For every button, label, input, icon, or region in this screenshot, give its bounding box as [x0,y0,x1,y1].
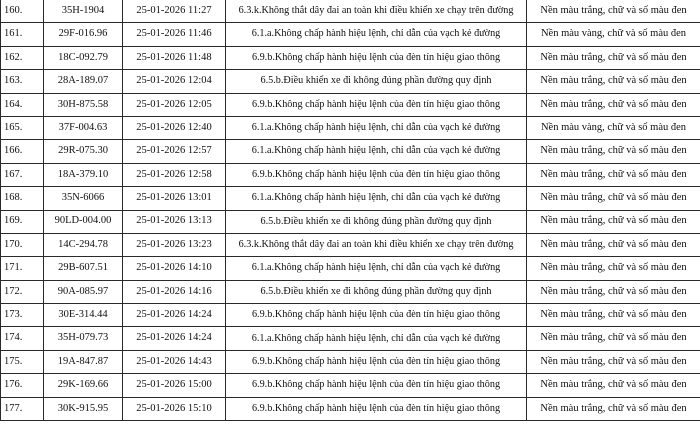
table-row [1,93,700,116]
violation-description: 6.3.k.Không thắt dây đai an toàn khi điều khiển xe chạy trên đường [226,233,527,256]
license-plate: 35H-1904 [44,0,123,23]
license-plate: 30H-875.58 [44,93,123,116]
violation-description: 6.9.b.Không chấp hành hiệu lệnh của đèn tín hiệu giao thông [226,163,527,186]
violation-description: 6.1.a.Không chấp hành hiệu lệnh, chỉ dẫn của vạch kẻ đường [226,116,527,139]
table-row [1,233,700,256]
violation-description: 6.9.b.Không chấp hành hiệu lệnh của đèn tín hiệu giao thông [226,374,527,397]
violation-description: 6.5.b.Điều khiển xe đi không đúng phần đường quy định [226,280,527,303]
violation-time: 25-01-2026 14:24 [123,327,226,350]
table-row [1,23,700,46]
violation-time: 25-01-2026 13:13 [123,210,226,233]
license-plate: 35H-079.73 [44,327,123,350]
plate-color: Nền màu trắng, chữ và số màu đen [527,374,700,397]
plate-color: Nền màu trắng, chữ và số màu đen [527,397,700,420]
violation-description: 6.5.b.Điều khiển xe đi không đúng phần đường quy định [226,210,527,233]
table-row [1,350,700,373]
plate-color: Nền màu trắng, chữ và số màu đen [527,280,700,303]
license-plate: 29F-016.96 [44,23,123,46]
license-plate: 18C-092.79 [44,46,123,69]
violation-time: 25-01-2026 12:58 [123,163,226,186]
violation-description: 6.1.a.Không chấp hành hiệu lệnh, chỉ dẫn của vạch kẻ đường [226,327,527,350]
table-row [1,327,700,350]
row-number: 176. [1,374,44,397]
violation-time: 25-01-2026 11:46 [123,23,226,46]
violation-time: 25-01-2026 15:00 [123,374,226,397]
plate-color: Nền màu trắng, chữ và số màu đen [527,233,700,256]
table-row [1,187,700,210]
plate-color: Nền màu trắng, chữ và số màu đen [527,70,700,93]
license-plate: 29K-169.66 [44,374,123,397]
violation-description: 6.1.a.Không chấp hành hiệu lệnh, chỉ dẫn của vạch kẻ đường [226,257,527,280]
violations-table-body [1,0,700,421]
violation-time: 25-01-2026 11:48 [123,46,226,69]
plate-color: Nền màu trắng, chữ và số màu đen [527,163,700,186]
table-row [1,397,700,420]
row-number: 177. [1,397,44,420]
row-number: 173. [1,304,44,327]
plate-color: Nền màu trắng, chữ và số màu đen [527,327,700,350]
row-number: 162. [1,46,44,69]
row-number: 161. [1,23,44,46]
plate-color: Nền màu trắng, chữ và số màu đen [527,0,700,23]
row-number: 169. [1,210,44,233]
license-plate: 30K-915.95 [44,397,123,420]
table-row [1,0,700,23]
row-number: 171. [1,257,44,280]
table-row [1,304,700,327]
violation-time: 25-01-2026 13:01 [123,187,226,210]
violation-description: 6.9.b.Không chấp hành hiệu lệnh của đèn tín hiệu giao thông [226,350,527,373]
table-row [1,163,700,186]
license-plate: 30E-314.44 [44,304,123,327]
violation-time: 25-01-2026 12:57 [123,140,226,163]
plate-color: Nền màu trắng, chữ và số màu đen [527,187,700,210]
violation-description: 6.9.b.Không chấp hành hiệu lệnh của đèn tín hiệu giao thông [226,397,527,420]
plate-color: Nền màu vàng, chữ và số màu đen [527,116,700,139]
row-number: 170. [1,233,44,256]
license-plate: 28A-189.07 [44,70,123,93]
plate-color: Nền màu trắng, chữ và số màu đen [527,46,700,69]
table-row [1,280,700,303]
row-number: 160. [1,0,44,23]
row-number: 167. [1,163,44,186]
violation-time: 25-01-2026 14:24 [123,304,226,327]
plate-color: Nền màu trắng, chữ và số màu đen [527,257,700,280]
row-number: 163. [1,70,44,93]
violation-time: 25-01-2026 14:43 [123,350,226,373]
plate-color: Nền màu trắng, chữ và số màu đen [527,93,700,116]
row-number: 175. [1,350,44,373]
plate-color: Nền màu trắng, chữ và số màu đen [527,304,700,327]
violation-description: 6.9.b.Không chấp hành hiệu lệnh của đèn tín hiệu giao thông [226,93,527,116]
plate-color: Nền màu trắng, chữ và số màu đen [527,140,700,163]
violation-time: 25-01-2026 11:27 [123,0,226,23]
violation-description: 6.9.b.Không chấp hành hiệu lệnh của đèn tín hiệu giao thông [226,304,527,327]
license-plate: 19A-847.87 [44,350,123,373]
violation-description: 6.1.a.Không chấp hành hiệu lệnh, chỉ dẫn của vạch kẻ đường [226,140,527,163]
license-plate: 18A-379.10 [44,163,123,186]
row-number: 164. [1,93,44,116]
license-plate: 29B-607.51 [44,257,123,280]
table-row [1,210,700,233]
table-row [1,374,700,397]
violation-description: 6.1.a.Không chấp hành hiệu lệnh, chỉ dẫn của vạch kẻ đường [226,187,527,210]
violation-time: 25-01-2026 12:04 [123,70,226,93]
violation-description: 6.1.a.Không chấp hành hiệu lệnh, chỉ dẫn của vạch kẻ đường [226,23,527,46]
table-row [1,140,700,163]
table-row [1,70,700,93]
violation-description: 6.3.k.Không thắt dây đai an toàn khi điều khiển xe chạy trên đường [226,0,527,23]
license-plate: 90LD-004.00 [44,210,123,233]
license-plate: 14C-294.78 [44,233,123,256]
row-number: 165. [1,116,44,139]
row-number: 168. [1,187,44,210]
violation-time: 25-01-2026 12:05 [123,93,226,116]
plate-color: Nền màu vàng, chữ và số màu đen [527,23,700,46]
violation-description: 6.9.b.Không chấp hành hiệu lệnh của đèn tín hiệu giao thông [226,46,527,69]
table-row [1,257,700,280]
violation-time: 25-01-2026 14:10 [123,257,226,280]
license-plate: 29R-075.30 [44,140,123,163]
violation-time: 25-01-2026 14:16 [123,280,226,303]
plate-color: Nền màu trắng, chữ và số màu đen [527,210,700,233]
violation-time: 25-01-2026 15:10 [123,397,226,420]
license-plate: 37F-004.63 [44,116,123,139]
table-row [1,116,700,139]
table-row [1,46,700,69]
violation-time: 25-01-2026 12:40 [123,116,226,139]
row-number: 174. [1,327,44,350]
license-plate: 35N-6066 [44,187,123,210]
row-number: 166. [1,140,44,163]
violation-time: 25-01-2026 13:23 [123,233,226,256]
violation-description: 6.5.b.Điều khiển xe đi không đúng phần đường quy định [226,70,527,93]
license-plate: 90A-085.97 [44,280,123,303]
row-number: 172. [1,280,44,303]
plate-color: Nền màu trắng, chữ và số màu đen [527,350,700,373]
